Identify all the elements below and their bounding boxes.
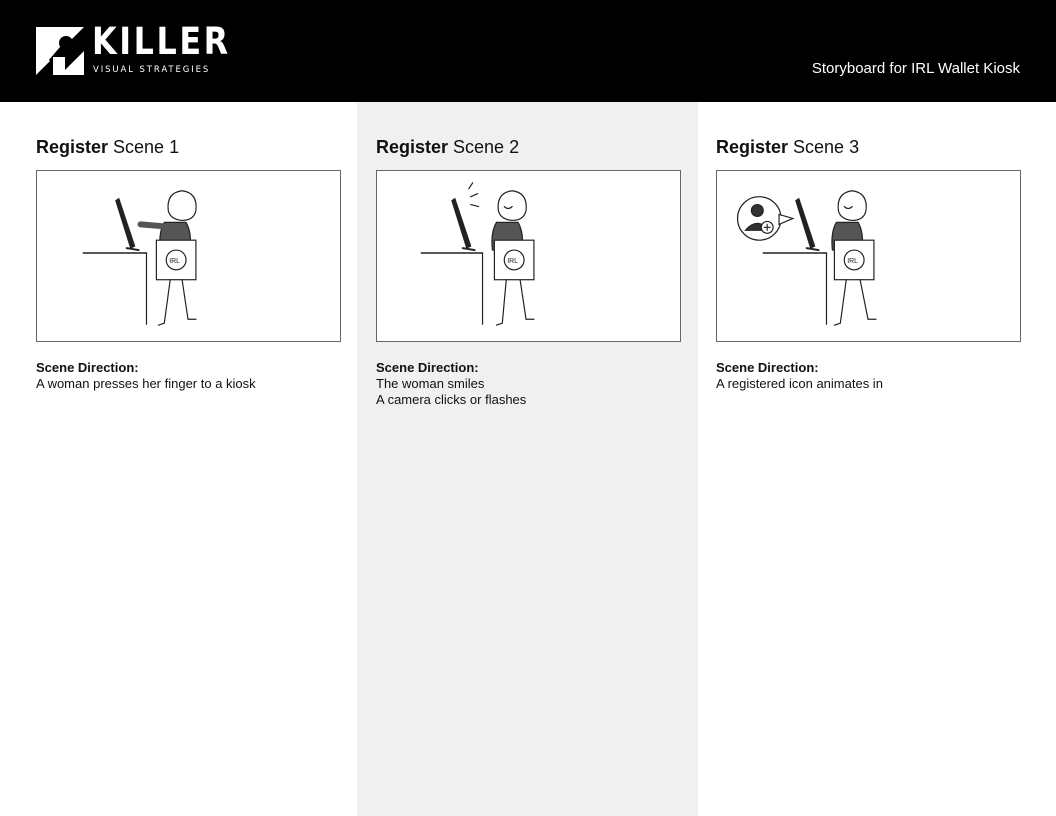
registered-user-icon — [738, 197, 793, 240]
scene-2-direction-line: The woman smiles — [376, 376, 485, 391]
scene-3-direction-text — [716, 376, 883, 392]
scene-3-title-bold: Register — [716, 137, 789, 157]
scene-1-title-rest: Scene 1 — [108, 137, 180, 157]
scene-3-title — [716, 136, 1021, 158]
scene-3-direction-line: A registered icon animates in — [716, 376, 883, 391]
scene-2-title-rest: Scene 2 — [448, 137, 520, 157]
scene-1-direction-line: A woman presses her finger to a kiosk — [36, 376, 256, 391]
scene-1 — [36, 136, 341, 391]
scene-2-illustration — [376, 170, 681, 342]
killer-logo — [36, 20, 231, 77]
bag-logo-2: IRL — [507, 257, 518, 265]
scene-3-illustration — [716, 170, 1021, 342]
bag-logo-1: IRL — [169, 257, 180, 265]
scene-1-direction-label: Scene Direction: — [36, 360, 139, 375]
scene-2-direction-label: Scene Direction: — [376, 360, 479, 375]
scene-2-title-bold: Register — [376, 137, 449, 157]
scene-3-direction-label: Scene Direction: — [716, 360, 819, 375]
scene-3 — [716, 136, 1021, 391]
header-bar — [0, 0, 1056, 102]
killer-logo-mark-icon — [36, 27, 84, 75]
brand-name: KILLER — [92, 20, 231, 63]
brand-tagline: VISUAL STRATEGIES — [93, 65, 211, 75]
scene-3-title-rest: Scene 3 — [788, 137, 860, 157]
scene-2-direction-line: A camera clicks or flashes — [376, 392, 527, 407]
scene-2 — [376, 136, 681, 407]
scene-1-title-bold: Register — [36, 137, 109, 157]
document-title: Storyboard for IRL Wallet Kiosk — [811, 60, 1020, 77]
bag-logo-3: IRL — [847, 257, 858, 265]
scene-2-direction-text — [376, 376, 526, 408]
scene-1-title — [36, 136, 341, 158]
scene-1-illustration — [36, 170, 341, 342]
scene-2-title — [376, 136, 681, 158]
scene-1-direction-text — [36, 376, 256, 392]
